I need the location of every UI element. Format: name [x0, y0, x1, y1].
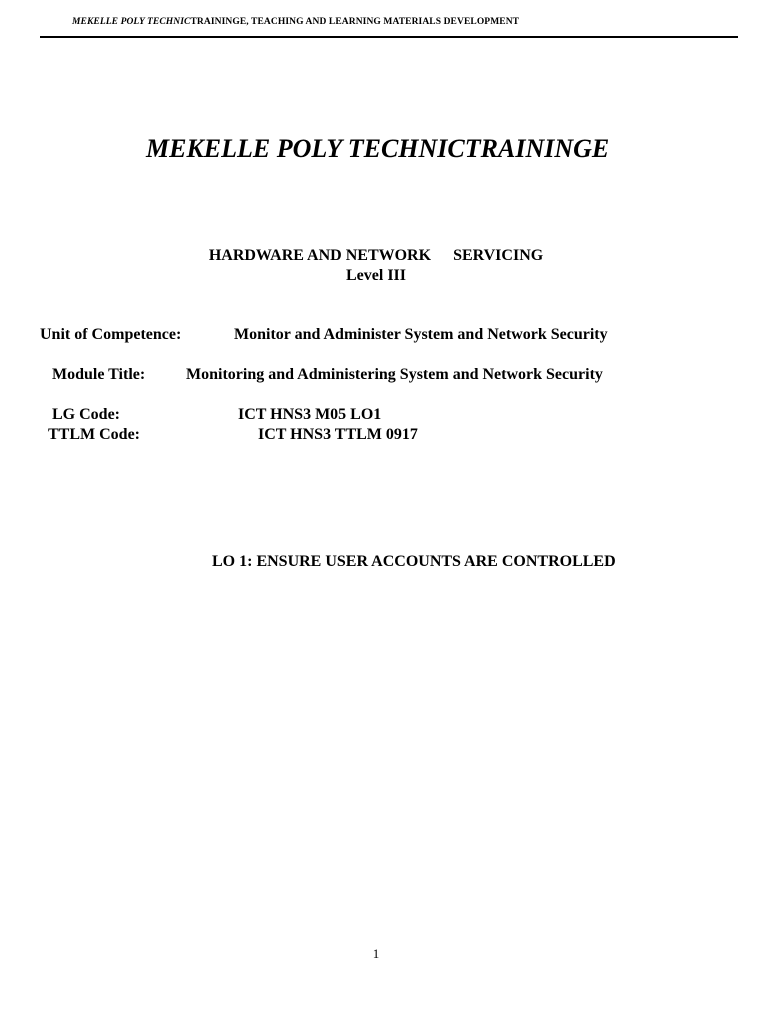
lg-code-value: ICT HNS3 M05 LO1 — [238, 406, 382, 423]
module-title-label: Module Title: — [52, 366, 146, 383]
course-name — [0, 246, 752, 266]
ttlm-code-label: TTLM Code: — [48, 426, 140, 443]
unit-of-competence-value: Monitor and Administer System and Network Security — [234, 326, 608, 343]
lg-code-label: LG Code: — [52, 406, 120, 423]
course-name-part1: HARDWARE AND NETWORK — [208, 247, 432, 264]
course-block — [0, 246, 752, 286]
course-name-part2: SERVICING — [453, 247, 544, 264]
page-number: 1 — [372, 946, 380, 961]
running-header — [72, 17, 519, 27]
running-header-subtitle: TRAININGE, TEACHING AND LEARNING MATERIALS DEVELOPMENT — [190, 17, 520, 27]
learning-outcome-heading: LO 1: ENSURE USER ACCOUNTS ARE CONTROLLED — [212, 553, 616, 570]
module-title-value: Monitoring and Administering System and Network Security — [186, 366, 603, 383]
document-title: MEKELLE POLY TECHNICTRAININGE — [146, 134, 610, 163]
course-level: Level III — [346, 267, 406, 284]
ttlm-code-value: ICT HNS3 TTLM 0917 — [258, 426, 418, 443]
running-header-institution: MEKELLE POLY TECHNIC — [72, 17, 191, 27]
unit-of-competence-label: Unit of Competence: — [40, 326, 182, 343]
header-divider — [40, 36, 738, 38]
